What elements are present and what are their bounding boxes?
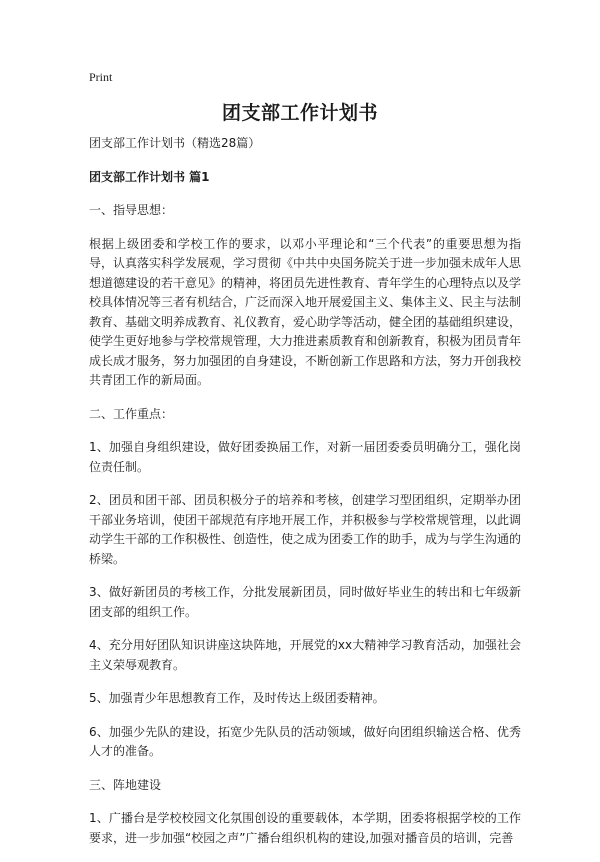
heading-guiding-ideology: 一、指导思想： bbox=[89, 203, 174, 217]
print-link[interactable]: Print bbox=[89, 70, 113, 84]
list-item: 5、加强青少年思想教育工作，及时传达上级团委精神。 bbox=[89, 691, 385, 705]
paragraph-guiding-ideology: 根据上级团委和学校工作的要求，以邓小平理论和“三个代表”的重要思想为指导，认真落实科学发展观，学习贯彻《中共中央国务院关于进一步加强未成年人思想道德建设的若干意见》的精神，将团员先进性教育、青年学生的心理特点以及学校具体情况等三者有机结合，广泛而深入地开展爱国主义、集体主义、民主与法制教育、基础文明养成教育、礼仪教育，爱心助学等活动，健全团的基础组织建设，使学生更好地参与学校常规管理，大力推进素质教育和创新教育，积极为团员青年成长成才服务，努力加强团的自身建设，不断创新工作思路和方法，努力开创我校共青团工作的新局面。 bbox=[89, 236, 522, 387]
list-item: 4、充分用好团队知识讲座这块阵地，开展党的xx大精神学习教育活动，加强社会主义荣辱观教育。 bbox=[89, 638, 521, 672]
heading-work-focus: 二、工作重点： bbox=[89, 406, 174, 421]
list-item: 3、做好新团员的考核工作，分批发展新团员，同时做好毕业生的转出和七年级新团支部的组织工作。 bbox=[89, 585, 521, 619]
article-subtitle: 团支部工作计划书（精选28篇） bbox=[89, 136, 261, 150]
list-item: 6、加强少先队的建设，拓宽少先队员的活动领域，做好向团组织输送合格、优秀人才的准备。 bbox=[89, 724, 521, 758]
paragraph-broadcast: 1、广播台是学校校园文化氛围创设的重要载体，本学期，团委将根据学校的工作要求，进一步加强“校园之声”广播台组织机构的建设,加强对播音员的培训，完善 bbox=[89, 811, 521, 845]
list-item: 1、加强自身组织建设，做好团委换届工作，对新一届团委委员明确分工，强化岗位责任制。 bbox=[89, 440, 521, 474]
page-title: 团支部工作计划书 bbox=[221, 102, 378, 124]
heading-position-building: 三、阵地建设 bbox=[89, 777, 162, 792]
article-body bbox=[89, 134, 521, 862]
section-heading: 团支部工作计划书 篇1 bbox=[89, 169, 210, 184]
list-item: 2、团员和团干部、团员积极分子的培养和考核，创建学习型团组织，定期举办团干部业务培训，使团干部规范有序地开展工作，并积极参与学校常规管理，以此调动学生干部的工作积极性、创造性，使之成为团委工作的助手，成为与学生沟通的桥梁。 bbox=[89, 493, 522, 566]
